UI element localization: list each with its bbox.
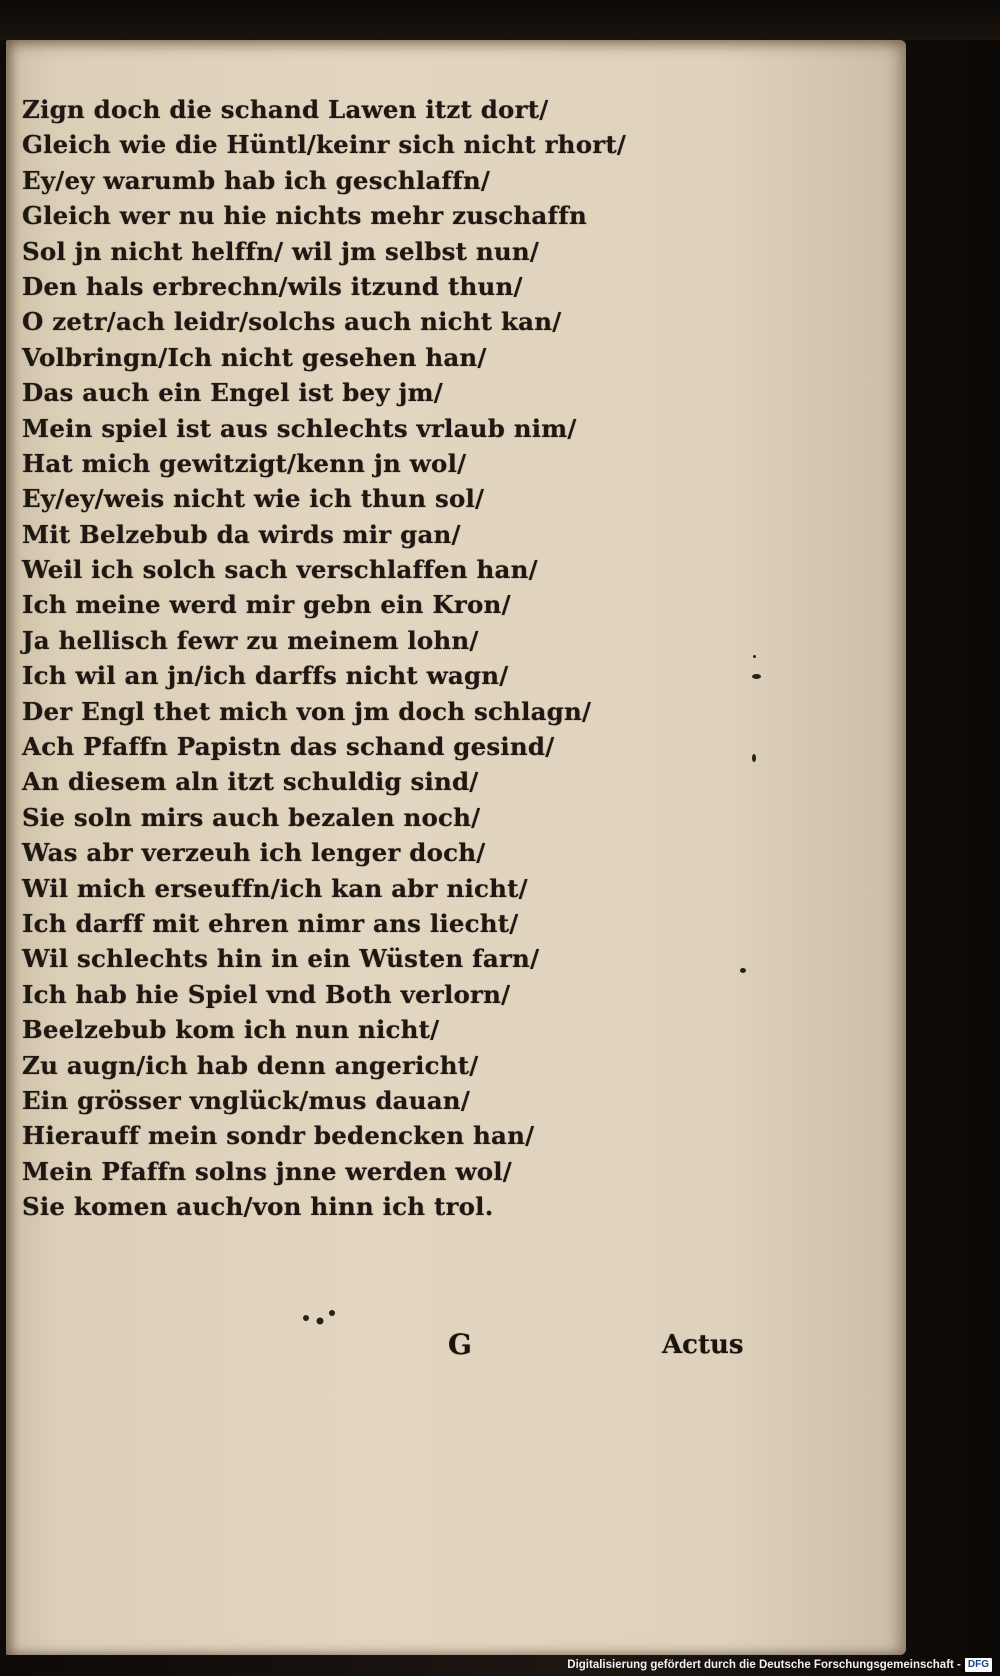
dfg-logo-icon: DFG: [965, 1658, 992, 1672]
verse-line: O zetr/ach leidr/solchs auch nicht kan/: [22, 307, 562, 337]
verse-line: Ja hellisch fewr zu meinem lohn/: [22, 625, 479, 655]
verse-line: Sie soln mirs auch bezalen noch/: [22, 802, 481, 832]
verse-line: Weil ich solch sach verschlaffen han/: [22, 555, 538, 585]
catchword: Actus: [662, 1330, 744, 1360]
verse-line: Das auch ein Engel ist bey jm/: [22, 378, 443, 408]
verse-line: Hat mich gewitzigt/kenn jn wol/: [22, 448, 467, 478]
verse-line: Ein grösser vnglück/mus dauan/: [22, 1085, 470, 1115]
verse-line: Den hals erbrechn/wils itzund thun/: [22, 271, 523, 301]
verse-line: Wil mich erseuffn/ich kan abr nicht/: [22, 873, 528, 903]
verse-line: Ich meine werd mir gebn ein Kron/: [22, 590, 511, 620]
verse-line: Sol jn nicht helffn/ wil jm selbst nun/: [22, 236, 540, 266]
scan-top-edge: [0, 0, 1000, 40]
verse-line: An diesem aln itzt schuldig sind/: [22, 767, 479, 797]
verse-line: Volbringn/Ich nicht gesehen han/: [22, 342, 487, 372]
verse-line: Mein Pfaffn solns jnne werden wol/: [22, 1156, 512, 1186]
verse-line: Was abr verzeuh ich lenger doch/: [22, 838, 486, 868]
verse-line: Mit Belzebub da wirds mir gan/: [22, 519, 461, 549]
verse-line: Ach Pfaffn Papistn das schand gesind/: [22, 732, 555, 762]
verse-line: Hierauff mein sondr bedencken han/: [22, 1121, 535, 1151]
verse-line: Sie komen auch/von hinn ich trol.: [22, 1192, 494, 1222]
digitization-credit: [567, 1656, 992, 1674]
ink-speck: [753, 655, 756, 658]
verse-line: Ich wil an jn/ich darffs nicht wagn/: [22, 661, 509, 691]
verse-line: Gleich wer nu hie nichts mehr zuschaffn: [22, 201, 587, 231]
verse-list: [22, 92, 782, 1225]
ink-speck: [740, 968, 746, 973]
verse-line: Ey/ey/weis nicht wie ich thun sol/: [22, 484, 485, 514]
verse-line: Zign doch die schand Lawen itzt dort/: [22, 95, 549, 124]
printer-ornament-icon: [298, 1304, 350, 1332]
verse-line: Ich hab hie Spiel vnd Both verlorn/: [22, 979, 511, 1009]
verse-line: Ich darff mit ehren nimr ans liecht/: [22, 908, 519, 938]
verse-line: Beelzebub kom ich nun nicht/: [22, 1015, 440, 1045]
verse-line: Der Engl thet mich von jm doch schlagn/: [22, 696, 592, 726]
signature-mark: G: [448, 1328, 472, 1361]
verse-line: Zu augn/ich hab denn angericht/: [22, 1050, 479, 1080]
verse-line: Gleich wie die Hüntl/keinr sich nicht rhort/: [22, 130, 627, 160]
verse-line: Wil schlechts hin in ein Wüsten farn/: [22, 944, 540, 974]
verse-line: Mein spiel ist aus schlechts vrlaub nim/: [22, 413, 577, 443]
verse-line: Ey/ey warumb hab ich geschlaffn/: [22, 165, 491, 195]
ink-speck: [752, 674, 761, 679]
credit-text: Digitalisierung gefördert durch die Deutsche Forschungsgemeinschaft -: [567, 1659, 961, 1671]
ink-speck: [752, 754, 756, 762]
